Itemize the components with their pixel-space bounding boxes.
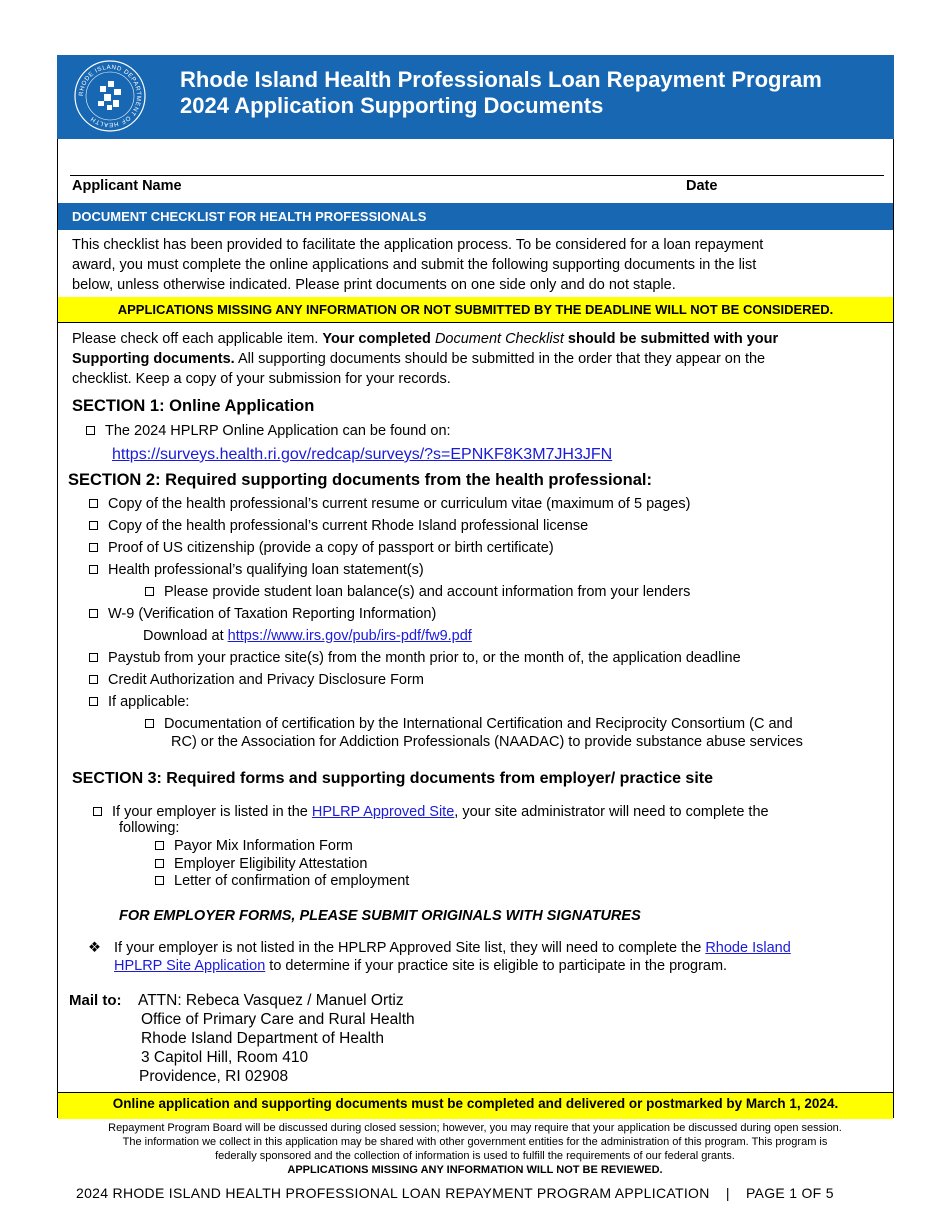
section-3-title: SECTION 3: Required forms and supporting documents from employer/ practice site: [72, 770, 713, 787]
applicant-signature-line: [70, 175, 884, 176]
applicant-name-label: Applicant Name: [72, 178, 182, 194]
item-label: Letter of confirmation of employment: [174, 873, 410, 889]
date-label: Date: [686, 178, 718, 194]
item-label: to determine if your practice site is eligible to participate in the program.: [265, 958, 728, 974]
checklist-section-bar: DOCUMENT CHECKLIST FOR HEALTH PROFESSIONALS: [58, 203, 893, 230]
footer-program: 2024 RHODE ISLAND HEALTH PROFESSIONAL LOAN REPAYMENT PROGRAM APPLICATION: [76, 1185, 710, 1201]
page-title: [180, 67, 822, 119]
footer-line: Repayment Program Board will be discussed during closed session; however, you may require that your application be discussed during open session.: [108, 1122, 842, 1134]
deadline-bar: Online application and supporting documents must be completed and delivered or postmarked by March 1, 2024.: [58, 1092, 893, 1119]
item-label: If your employer is not listed in the HPLRP Approved Site list, they will need to complete the: [114, 940, 706, 956]
checklist-item[interactable]: [89, 538, 554, 558]
checkbox[interactable]: [89, 697, 98, 706]
checkbox[interactable]: [145, 587, 154, 596]
instructions-bold: should be submitted with your: [563, 331, 779, 347]
checkbox[interactable]: [145, 719, 154, 728]
item-label: Please provide student loan balance(s) and account information from your lenders: [164, 584, 691, 600]
instructions-italic: Document Checklist: [434, 331, 564, 347]
employer-form-item[interactable]: [155, 837, 353, 855]
item-label: Copy of the health professional’s current Rhode Island professional license: [108, 518, 589, 534]
footer-notice: [0, 1121, 950, 1177]
title-line-2: 2024 Application Supporting Documents: [180, 93, 604, 118]
intro-line: below, unless otherwise indicated. Please print documents on one side only and do not staple.: [72, 277, 676, 293]
checklist-subitem[interactable]: [145, 714, 793, 734]
item-label: Employer Eligibility Attestation: [174, 856, 368, 872]
item-label: Paystub from your practice site(s) from the month prior to, or the month of, the application deadline: [108, 650, 741, 666]
w9-download: [143, 626, 472, 646]
section-2-title: SECTION 2: Required supporting documents from the health professional:: [68, 471, 652, 489]
diamond-bullet-icon: ❖: [88, 940, 101, 956]
employer-form-item[interactable]: [155, 855, 367, 873]
checkbox[interactable]: [155, 876, 164, 885]
item-label: If applicable:: [108, 694, 190, 710]
instructions-bold: Your completed: [322, 331, 435, 347]
site-application-link-part2[interactable]: HPLRP Site Application: [114, 958, 266, 974]
section-1-title: SECTION 1: Online Application: [72, 397, 315, 415]
address-line: Rhode Island Department of Health: [141, 1030, 384, 1047]
checklist-item[interactable]: [89, 560, 424, 580]
item-label: Credit Authorization and Privacy Disclosure Form: [108, 672, 424, 688]
checklist-subitem[interactable]: [145, 582, 690, 602]
checkbox[interactable]: [89, 521, 98, 530]
footer-line: The information we collect in this application may be shared with other government entities for the administration of this program. This program is: [122, 1136, 828, 1148]
checkbox[interactable]: [89, 609, 98, 618]
mail-address: [138, 991, 415, 1086]
item-label: If your employer is listed in the: [112, 804, 312, 820]
item-label: Payor Mix Information Form: [174, 838, 353, 854]
checkbox[interactable]: [155, 841, 164, 850]
checkbox[interactable]: [93, 807, 102, 816]
item-label: , your site administrator will need to complete the: [454, 804, 769, 820]
item-label: Documentation of certification by the International Certification and Reciprocity Consortium (C and: [164, 716, 793, 732]
checkbox[interactable]: [89, 653, 98, 662]
checklist-item[interactable]: [89, 516, 588, 536]
employer-not-listed-item: [88, 939, 858, 975]
address-line: ATTN: Rebeca Vasquez / Manuel Ortiz: [138, 992, 404, 1009]
item-label: W-9 (Verification of Taxation Reporting Information): [108, 606, 437, 622]
section-1-item[interactable]: [86, 421, 451, 441]
cert-line-2: RC) or the Association for Addiction Professionals (NAADAC) to provide substance abuse services: [171, 734, 803, 750]
instructions-paragraph: [72, 329, 882, 389]
instructions-bold: Supporting documents.: [72, 351, 235, 367]
checklist-item[interactable]: [89, 670, 424, 690]
address-line: Office of Primary Care and Rural Health: [141, 1011, 415, 1028]
header-banner: [57, 55, 894, 139]
instructions-text: Please check off each applicable item.: [72, 331, 323, 347]
approved-site-link[interactable]: HPLRP Approved Site: [311, 804, 455, 820]
site-application-link-part1[interactable]: Rhode Island: [705, 940, 791, 956]
instructions-text: All supporting documents should be submitted in the order that they appear on the: [234, 351, 766, 367]
checkbox[interactable]: [89, 543, 98, 552]
checkbox[interactable]: [89, 675, 98, 684]
instructions-text: checklist. Keep a copy of your submission for your records.: [72, 371, 451, 387]
item-label: Copy of the health professional’s current resume or curriculum vitae (maximum of 5 pages): [108, 496, 691, 512]
item-label: Proof of US citizenship (provide a copy of passport or birth certificate): [108, 540, 554, 556]
employer-listed-item[interactable]: [93, 802, 885, 822]
checklist-item[interactable]: [89, 604, 436, 624]
checkbox[interactable]: [155, 859, 164, 868]
warning-bar: APPLICATIONS MISSING ANY INFORMATION OR NOT SUBMITTED BY THE DEADLINE WILL NOT BE CONSIDERED.: [58, 297, 893, 323]
checkbox[interactable]: [89, 499, 98, 508]
ri-health-seal-logo: [73, 59, 147, 133]
item-label: Health professional’s qualifying loan statement(s): [108, 562, 424, 578]
checklist-item[interactable]: [89, 494, 690, 514]
address-line: Providence, RI 02908: [139, 1068, 289, 1085]
employer-following: following:: [119, 820, 180, 836]
item-label: The 2024 HPLRP Online Application can be found on:: [105, 423, 451, 439]
online-application-link[interactable]: https://surveys.health.ri.gov/redcap/surveys/?s=EPNKF8K3M7JH3JFN: [112, 446, 613, 463]
checkbox[interactable]: [86, 426, 95, 435]
intro-line: This checklist has been provided to facilitate the application process. To be considered for a loan repayment: [72, 237, 764, 253]
originals-note: FOR EMPLOYER FORMS, PLEASE SUBMIT ORIGINALS WITH SIGNATURES: [119, 908, 641, 924]
footer-warning: APPLICATIONS MISSING ANY INFORMATION WILL NOT BE REVIEWED.: [287, 1164, 663, 1176]
download-label: Download at: [143, 628, 228, 644]
checklist-item[interactable]: [89, 648, 741, 668]
title-line-1: Rhode Island Health Professionals Loan Repayment Program: [180, 67, 822, 92]
page-number: PAGE 1 OF 5: [745, 1185, 834, 1201]
intro-paragraph: [72, 235, 763, 295]
mail-label: Mail to:: [69, 992, 122, 1009]
footer-line: federally sponsored and the collection of information is used to fulfill the requirements of our federal grants.: [215, 1150, 735, 1162]
checkbox[interactable]: [89, 565, 98, 574]
employer-form-item[interactable]: [155, 872, 409, 890]
seal-text: RHODE ISLAND DEPARTMENT OF HEALTH: [77, 63, 143, 129]
w9-link[interactable]: https://www.irs.gov/pub/irs-pdf/fw9.pdf: [227, 628, 472, 644]
intro-line: award, you must complete the online applications and submit the following supporting documents in the list: [72, 257, 757, 273]
checklist-item[interactable]: [89, 692, 189, 712]
address-line: 3 Capitol Hill, Room 410: [141, 1049, 309, 1066]
footer-separator: |: [725, 1185, 730, 1201]
footer-program-line: [76, 1184, 834, 1202]
